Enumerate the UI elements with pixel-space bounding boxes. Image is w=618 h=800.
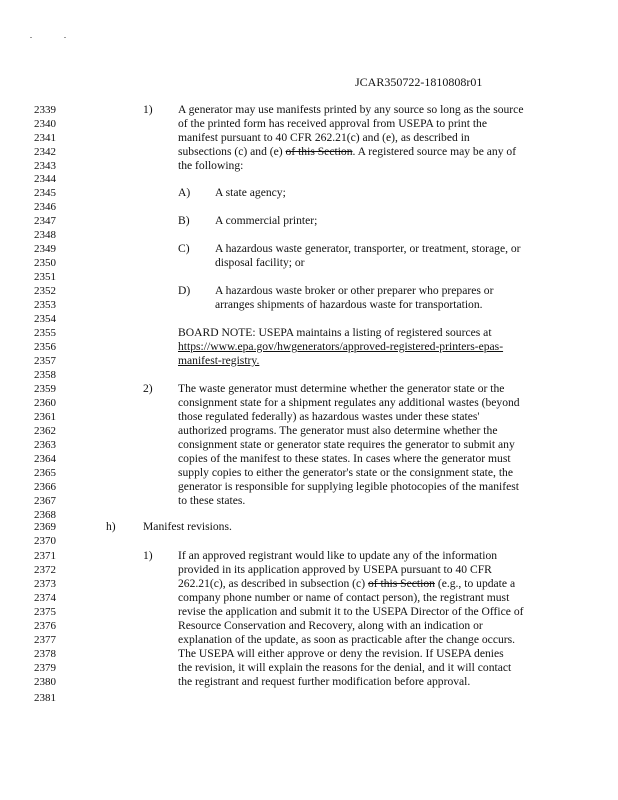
line-number: 2370 [34, 535, 56, 547]
item-1-line: A generator may use manifests printed by any source so long as the source [178, 103, 524, 116]
item-h1-line [178, 577, 515, 591]
item-h1-line: provided in its application approved by USEPA pursuant to 40 CFR [178, 563, 492, 576]
line-number: 2375 [34, 606, 56, 618]
item-2-line: copies of the manifest to these states. In cases where the generator must [178, 452, 511, 465]
line-number: 2360 [34, 397, 56, 409]
scan-speck [30, 37, 32, 38]
line-number: 2378 [34, 648, 56, 660]
item-1-line: the following: [178, 159, 244, 172]
item-h1-line: The USEPA will either approve or deny the revision. If USEPA denies [178, 647, 504, 660]
item-h1-line: If an approved registrant would like to update any of the information [178, 549, 498, 562]
item-1-line: of the printed form has received approval from USEPA to print the [178, 117, 487, 130]
line-number: 2377 [34, 634, 56, 646]
line-number: 2367 [34, 495, 56, 507]
item-2-line: consignment state or generator state requires the generator to submit any [178, 438, 515, 451]
registry-link[interactable]: https://www.epa.gov/hwgenerators/approved-registered-printers-epas- [178, 340, 504, 353]
line-number: 2348 [34, 229, 56, 241]
item-1-line: manifest pursuant to 40 CFR 262.21(c) and (e), as described in [178, 131, 470, 144]
line-number: 2368 [34, 509, 56, 521]
subitem-label: B) [178, 214, 190, 227]
item-1-line [178, 145, 516, 159]
line-number: 2359 [34, 383, 56, 395]
section-h-label: h) [106, 520, 116, 533]
item-h1-line: explanation of the update, as soon as practicable after the change occurs. [178, 633, 516, 646]
line-number: 2356 [34, 341, 56, 353]
subitem-line: A hazardous waste broker or other preparer who prepares or [215, 284, 494, 297]
line-number: 2340 [34, 118, 56, 130]
line-number: 2350 [34, 257, 56, 269]
item-1-text: subsections (c) and (e) [178, 145, 286, 158]
item-2-line: those regulated federally) as hazardous wastes under these states' [178, 410, 480, 423]
section-h-title: Manifest revisions. [143, 520, 232, 533]
document-id: JCAR350722-1810808r01 [355, 75, 483, 89]
line-number: 2365 [34, 467, 56, 479]
item-2-line: generator is responsible for supplying legible photocopies of the manifest [178, 480, 519, 493]
line-number: 2341 [34, 132, 56, 144]
line-number: 2353 [34, 299, 56, 311]
subitem-label: C) [178, 242, 190, 255]
line-number: 2345 [34, 187, 56, 199]
item-h1-line: the revision, it will explain the reasons for the denial, and it will contact [178, 661, 512, 674]
item-2-line: to these states. [178, 494, 246, 507]
item-h1-text: (e.g., to update a [434, 577, 516, 590]
subitem-label: D) [178, 284, 191, 297]
line-number: 2373 [34, 578, 56, 590]
item-h1-label: 1) [143, 549, 153, 562]
item-2-line: consignment state for a shipment regulates any additional wastes (beyond [178, 396, 520, 409]
line-number: 2354 [34, 313, 56, 325]
line-number: 2364 [34, 453, 56, 465]
subitem-line: A hazardous waste generator, transporter, or treatment, storage, or [215, 242, 521, 255]
item-2-line: supply copies to either the generator's state or the consignment state, the [178, 466, 513, 479]
struck-text: of this Section [285, 145, 353, 158]
line-number: 2362 [34, 425, 56, 437]
scan-speck [64, 37, 66, 38]
struck-text: of this Section [367, 577, 435, 590]
registry-link[interactable]: manifest-registry. [178, 354, 260, 367]
subitem-line: disposal facility; or [215, 256, 305, 269]
line-number: 2347 [34, 215, 56, 227]
line-number: 2379 [34, 662, 56, 674]
line-number: 2358 [34, 369, 56, 381]
line-number: 2372 [34, 564, 56, 576]
line-number: 2380 [34, 676, 56, 688]
line-number: 2352 [34, 285, 56, 297]
item-h1-line: Resource Conservation and Recovery, along with an indication or [178, 619, 483, 632]
item-2-line: authorized programs. The generator must also determine whether the [178, 424, 498, 437]
line-number: 2357 [34, 355, 56, 367]
item-2-line: The waste generator must determine whether the generator state or the [178, 382, 505, 395]
line-number: 2376 [34, 620, 56, 632]
item-2-label: 2) [143, 382, 153, 395]
line-number: 2371 [34, 550, 56, 562]
subitem-line: A commercial printer; [215, 214, 318, 227]
line-number: 2346 [34, 201, 56, 213]
subitem-line: arranges shipments of hazardous waste for transportation. [215, 298, 483, 311]
subitem-line: A state agency; [215, 186, 286, 199]
line-number: 2344 [34, 173, 56, 185]
line-number: 2366 [34, 481, 56, 493]
item-1-label: 1) [143, 103, 153, 116]
line-number: 2369 [34, 521, 56, 533]
line-number: 2363 [34, 439, 56, 451]
item-h1-line: the registrant and request further modification before approval. [178, 675, 471, 688]
subitem-label: A) [178, 186, 191, 199]
item-h1-line: revise the application and submit it to the USEPA Director of the Office of [178, 605, 524, 618]
board-note: BOARD NOTE: USEPA maintains a listing of registered sources at [178, 326, 492, 339]
line-number: 2339 [34, 104, 56, 116]
line-number: 2349 [34, 243, 56, 255]
line-number: 2351 [34, 271, 56, 283]
line-number: 2342 [34, 146, 56, 158]
line-number: 2374 [34, 592, 56, 604]
item-h1-line: company phone number or name of contact person), the registrant must [178, 591, 510, 604]
line-number: 2381 [34, 692, 56, 704]
item-1-text: . A registered source may be any of [352, 145, 517, 158]
line-number: 2343 [34, 160, 56, 172]
item-h1-text: 262.21(c), as described in subsection (c) [178, 577, 368, 590]
line-number: 2361 [34, 411, 56, 423]
line-number: 2355 [34, 327, 56, 339]
